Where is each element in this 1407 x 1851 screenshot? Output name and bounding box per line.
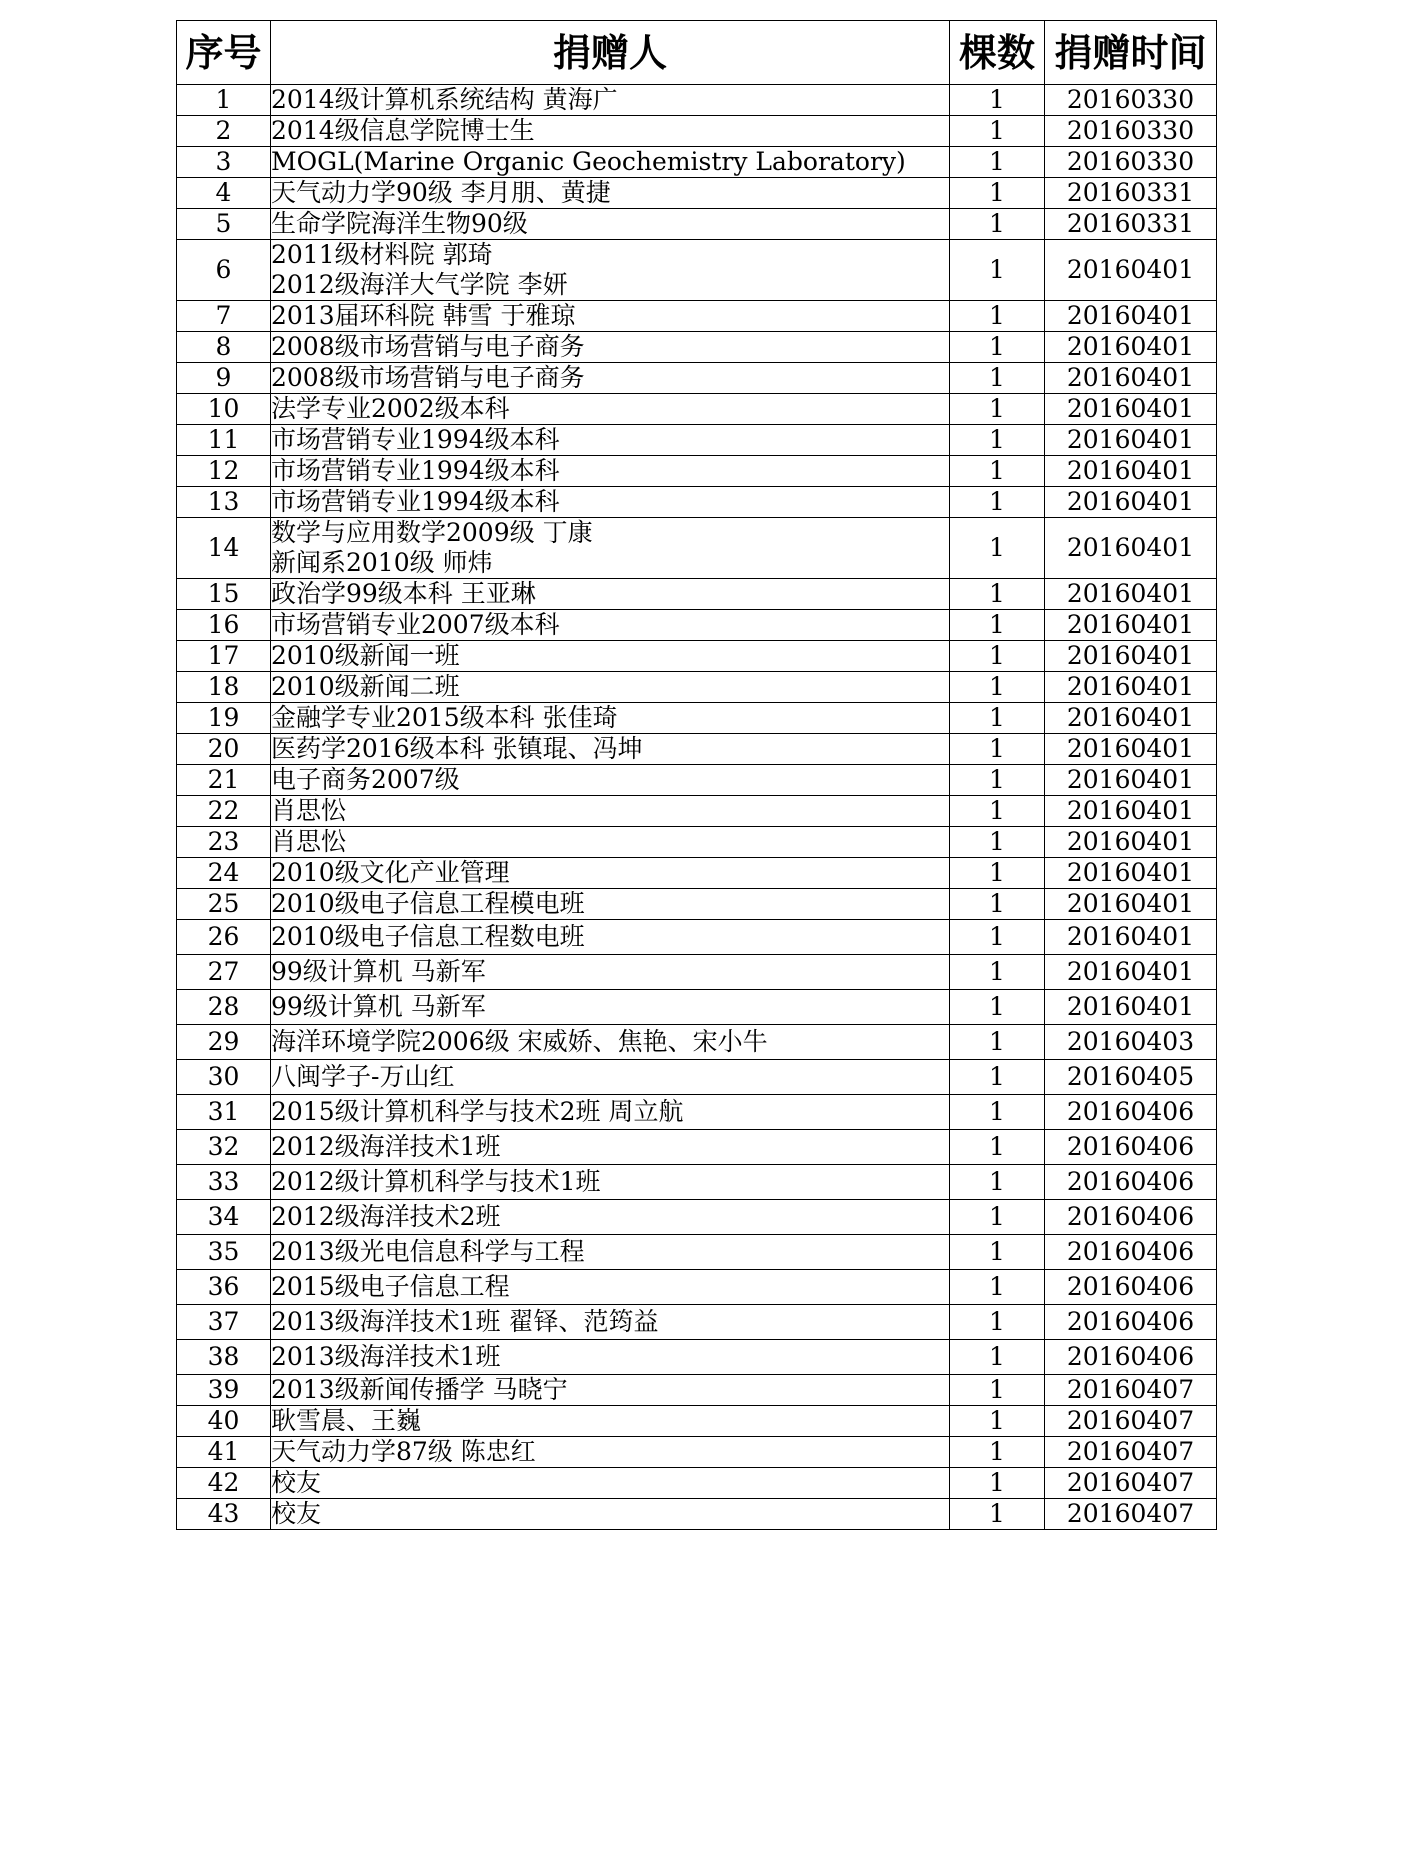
donation-date: 20160407 — [1045, 1499, 1217, 1530]
table-row — [177, 1437, 1217, 1468]
table-row — [177, 672, 1217, 703]
tree-count: 1 — [950, 301, 1045, 332]
donor-name: 新闻系2010级 师炜 — [271, 548, 493, 577]
row-number: 42 — [177, 1468, 271, 1499]
row-number: 18 — [177, 672, 271, 703]
row-number: 2 — [177, 116, 271, 147]
table-row — [177, 796, 1217, 827]
donation-date: 20160401 — [1045, 240, 1217, 301]
tree-count: 1 — [950, 858, 1045, 889]
table-row — [177, 990, 1217, 1025]
donor-name: 2013届环科院 韩雪 于雅琼 — [271, 301, 576, 330]
donation-date: 20160401 — [1045, 827, 1217, 858]
donation-date: 20160403 — [1045, 1025, 1217, 1060]
tree-count: 1 — [950, 85, 1045, 116]
donation-date: 20160401 — [1045, 858, 1217, 889]
row-number: 14 — [177, 518, 271, 579]
donor-cell — [271, 178, 950, 209]
tree-count: 1 — [950, 425, 1045, 456]
row-number: 36 — [177, 1270, 271, 1305]
tree-count: 1 — [950, 827, 1045, 858]
row-number: 41 — [177, 1437, 271, 1468]
donor-name: 市场营销专业2007级本科 — [271, 610, 560, 639]
table-row — [177, 827, 1217, 858]
tree-count: 1 — [950, 1340, 1045, 1375]
donor-cell — [271, 703, 950, 734]
row-number: 32 — [177, 1130, 271, 1165]
donor-name: 2010级电子信息工程数电班 — [271, 922, 585, 951]
row-number: 20 — [177, 734, 271, 765]
tree-count: 1 — [950, 209, 1045, 240]
row-number: 24 — [177, 858, 271, 889]
donor-name: 2015级电子信息工程 — [271, 1272, 510, 1301]
tree-count: 1 — [950, 1375, 1045, 1406]
table-row — [177, 955, 1217, 990]
donation-date: 20160401 — [1045, 610, 1217, 641]
donor-cell — [271, 1270, 950, 1305]
donor-name: 天气动力学90级 李月朋、黄捷 — [271, 178, 611, 207]
header-row — [177, 21, 1217, 85]
tree-count: 1 — [950, 920, 1045, 955]
tree-count: 1 — [950, 1130, 1045, 1165]
donation-date: 20160401 — [1045, 518, 1217, 579]
donor-cell — [271, 1375, 950, 1406]
donor-name: 2014级信息学院博士生 — [271, 116, 535, 145]
donor-cell — [271, 889, 950, 920]
table-row — [177, 1235, 1217, 1270]
header-donor: 捐赠人 — [271, 21, 950, 85]
tree-count: 1 — [950, 703, 1045, 734]
row-number: 30 — [177, 1060, 271, 1095]
row-number: 21 — [177, 765, 271, 796]
donor-cell — [271, 1235, 950, 1270]
tree-count: 1 — [950, 579, 1045, 610]
table-body — [177, 85, 1217, 1530]
donor-name: 校友 — [271, 1468, 322, 1497]
donor-cell — [271, 1406, 950, 1437]
donor-cell — [271, 1437, 950, 1468]
table-row — [177, 641, 1217, 672]
donor-cell — [271, 1165, 950, 1200]
row-number: 13 — [177, 487, 271, 518]
header-number: 序号 — [177, 21, 271, 85]
tree-count: 1 — [950, 1235, 1045, 1270]
row-number: 39 — [177, 1375, 271, 1406]
donation-date: 20160406 — [1045, 1340, 1217, 1375]
tree-count: 1 — [950, 116, 1045, 147]
donor-name: 耿雪晨、王巍 — [271, 1406, 422, 1435]
table-row — [177, 301, 1217, 332]
donor-cell — [271, 1468, 950, 1499]
table-row — [177, 147, 1217, 178]
donor-name: 2008级市场营销与电子商务 — [271, 332, 585, 361]
table-row — [177, 1130, 1217, 1165]
donor-name: 市场营销专业1994级本科 — [271, 487, 560, 516]
donation-date: 20160401 — [1045, 920, 1217, 955]
donor-name: 八闽学子-万山红 — [271, 1062, 455, 1091]
tree-count: 1 — [950, 147, 1045, 178]
row-number: 23 — [177, 827, 271, 858]
donation-date: 20160330 — [1045, 116, 1217, 147]
row-number: 4 — [177, 178, 271, 209]
tree-count: 1 — [950, 990, 1045, 1025]
table-row — [177, 240, 1217, 301]
tree-count: 1 — [950, 1437, 1045, 1468]
donation-date: 20160331 — [1045, 209, 1217, 240]
donor-cell — [271, 990, 950, 1025]
table-row — [177, 1095, 1217, 1130]
table-row — [177, 1375, 1217, 1406]
donor-name: 2012级计算机科学与技术1班 — [271, 1167, 601, 1196]
donor-name: 法学专业2002级本科 — [271, 394, 510, 423]
table-row — [177, 85, 1217, 116]
row-number: 43 — [177, 1499, 271, 1530]
donation-date: 20160401 — [1045, 734, 1217, 765]
donation-date: 20160406 — [1045, 1165, 1217, 1200]
row-number: 9 — [177, 363, 271, 394]
donor-name: 2012级海洋技术2班 — [271, 1202, 501, 1231]
donor-cell — [271, 487, 950, 518]
donor-name: MOGL(Marine Organic Geochemistry Laboratory) — [271, 147, 906, 176]
donation-date: 20160407 — [1045, 1406, 1217, 1437]
donation-date: 20160406 — [1045, 1200, 1217, 1235]
donor-name: 海洋环境学院2006级 宋威娇、焦艳、宋小牛 — [271, 1027, 768, 1056]
table-row — [177, 1305, 1217, 1340]
donor-cell — [271, 641, 950, 672]
donation-date: 20160401 — [1045, 425, 1217, 456]
table-row — [177, 920, 1217, 955]
row-number: 6 — [177, 240, 271, 301]
donor-name: 2014级计算机系统结构 黄海广 — [271, 85, 618, 114]
donor-name: 2013级光电信息科学与工程 — [271, 1237, 585, 1266]
row-number: 10 — [177, 394, 271, 425]
donor-cell — [271, 672, 950, 703]
table-row — [177, 363, 1217, 394]
donor-cell — [271, 85, 950, 116]
donor-name: 2010级新闻二班 — [271, 672, 460, 701]
header-tree-count: 棵数 — [950, 21, 1045, 85]
donation-table — [176, 20, 1217, 1530]
tree-count: 1 — [950, 240, 1045, 301]
donor-cell — [271, 1305, 950, 1340]
donor-name: 肖思忪 — [271, 796, 347, 825]
donation-date: 20160401 — [1045, 456, 1217, 487]
row-number: 22 — [177, 796, 271, 827]
tree-count: 1 — [950, 456, 1045, 487]
donor-name: 2013级海洋技术1班 翟铎、范筠益 — [271, 1307, 659, 1336]
donation-date: 20160401 — [1045, 579, 1217, 610]
donor-cell — [271, 920, 950, 955]
donor-name: 医药学2016级本科 张镇琨、冯坤 — [271, 734, 643, 763]
donor-cell — [271, 456, 950, 487]
donor-cell — [271, 858, 950, 889]
tree-count: 1 — [950, 610, 1045, 641]
row-number: 29 — [177, 1025, 271, 1060]
table-row — [177, 1340, 1217, 1375]
donation-date: 20160406 — [1045, 1130, 1217, 1165]
donor-cell — [271, 955, 950, 990]
donation-date: 20160401 — [1045, 641, 1217, 672]
table-row — [177, 703, 1217, 734]
table-row — [177, 456, 1217, 487]
donation-date: 20160401 — [1045, 363, 1217, 394]
table-row — [177, 734, 1217, 765]
donor-name: 2008级市场营销与电子商务 — [271, 363, 585, 392]
donor-cell — [271, 610, 950, 641]
donation-date: 20160407 — [1045, 1468, 1217, 1499]
donation-date: 20160330 — [1045, 147, 1217, 178]
row-number: 33 — [177, 1165, 271, 1200]
table-row — [177, 518, 1217, 579]
tree-count: 1 — [950, 178, 1045, 209]
donation-date: 20160401 — [1045, 301, 1217, 332]
donor-name: 2013级海洋技术1班 — [271, 1342, 501, 1371]
donation-date: 20160401 — [1045, 955, 1217, 990]
donor-name: 99级计算机 马新军 — [271, 992, 486, 1021]
tree-count: 1 — [950, 1200, 1045, 1235]
donation-date: 20160401 — [1045, 765, 1217, 796]
donor-name: 电子商务2007级 — [271, 765, 460, 794]
table-row — [177, 1270, 1217, 1305]
row-number: 28 — [177, 990, 271, 1025]
donor-cell — [271, 1340, 950, 1375]
donor-cell — [271, 796, 950, 827]
row-number: 15 — [177, 579, 271, 610]
donor-name: 2011级材料院 郭琦 — [271, 240, 493, 269]
donation-date: 20160407 — [1045, 1437, 1217, 1468]
row-number: 31 — [177, 1095, 271, 1130]
donor-cell — [271, 147, 950, 178]
donation-date: 20160407 — [1045, 1375, 1217, 1406]
table-row — [177, 889, 1217, 920]
table-row — [177, 425, 1217, 456]
tree-count: 1 — [950, 487, 1045, 518]
donor-cell — [271, 518, 950, 579]
tree-count: 1 — [950, 1270, 1045, 1305]
row-number: 38 — [177, 1340, 271, 1375]
row-number: 16 — [177, 610, 271, 641]
tree-count: 1 — [950, 1095, 1045, 1130]
donation-date: 20160405 — [1045, 1060, 1217, 1095]
table-row — [177, 1406, 1217, 1437]
donor-cell — [271, 301, 950, 332]
table-row — [177, 610, 1217, 641]
row-number: 11 — [177, 425, 271, 456]
donor-cell — [271, 332, 950, 363]
donor-cell — [271, 1130, 950, 1165]
row-number: 19 — [177, 703, 271, 734]
tree-count: 1 — [950, 641, 1045, 672]
donation-date: 20160406 — [1045, 1270, 1217, 1305]
row-number: 27 — [177, 955, 271, 990]
donation-date: 20160401 — [1045, 332, 1217, 363]
donor-name: 政治学99级本科 王亚琳 — [271, 579, 536, 608]
donor-cell — [271, 394, 950, 425]
donor-cell — [271, 209, 950, 240]
donor-name: 校友 — [271, 1499, 322, 1528]
tree-count: 1 — [950, 672, 1045, 703]
table-row — [177, 1200, 1217, 1235]
table-row — [177, 579, 1217, 610]
row-number: 40 — [177, 1406, 271, 1437]
row-number: 17 — [177, 641, 271, 672]
row-number: 34 — [177, 1200, 271, 1235]
donor-cell — [271, 116, 950, 147]
tree-count: 1 — [950, 1406, 1045, 1437]
tree-count: 1 — [950, 332, 1045, 363]
tree-count: 1 — [950, 1305, 1045, 1340]
donor-cell — [271, 579, 950, 610]
table-row — [177, 487, 1217, 518]
donation-date: 20160401 — [1045, 990, 1217, 1025]
table-row — [177, 1165, 1217, 1200]
donor-cell — [271, 765, 950, 796]
donor-cell — [271, 1095, 950, 1130]
donor-cell — [271, 1200, 950, 1235]
donor-cell — [271, 1060, 950, 1095]
table-row — [177, 178, 1217, 209]
donor-name: 2012级海洋技术1班 — [271, 1132, 501, 1161]
donor-cell — [271, 363, 950, 394]
tree-count: 1 — [950, 1025, 1045, 1060]
donor-name: 金融学专业2015级本科 张佳琦 — [271, 703, 618, 732]
table-row — [177, 1025, 1217, 1060]
tree-count: 1 — [950, 363, 1045, 394]
donor-name: 2010级新闻一班 — [271, 641, 460, 670]
tree-count: 1 — [950, 1499, 1045, 1530]
donor-name: 市场营销专业1994级本科 — [271, 425, 560, 454]
donor-cell — [271, 240, 950, 301]
table-row — [177, 209, 1217, 240]
row-number: 7 — [177, 301, 271, 332]
donor-name: 数学与应用数学2009级 丁康 — [271, 518, 593, 547]
donor-name: 生命学院海洋生物90级 — [271, 209, 528, 238]
donation-date: 20160331 — [1045, 178, 1217, 209]
donation-date: 20160401 — [1045, 796, 1217, 827]
donor-cell — [271, 425, 950, 456]
tree-count: 1 — [950, 889, 1045, 920]
row-number: 3 — [177, 147, 271, 178]
tree-count: 1 — [950, 518, 1045, 579]
donor-cell — [271, 734, 950, 765]
row-number: 26 — [177, 920, 271, 955]
donation-date: 20160406 — [1045, 1305, 1217, 1340]
donation-date: 20160401 — [1045, 889, 1217, 920]
donor-name: 肖思忪 — [271, 827, 347, 856]
tree-count: 1 — [950, 1468, 1045, 1499]
table-row — [177, 765, 1217, 796]
row-number: 12 — [177, 456, 271, 487]
donation-date: 20160401 — [1045, 394, 1217, 425]
table-row — [177, 332, 1217, 363]
donor-name: 天气动力学87级 陈忠红 — [271, 1437, 536, 1466]
tree-count: 1 — [950, 765, 1045, 796]
donor-name: 2015级计算机科学与技术2班 周立航 — [271, 1097, 684, 1126]
header-donation-date: 捐赠时间 — [1045, 21, 1217, 85]
donation-date: 20160401 — [1045, 703, 1217, 734]
table-row — [177, 1499, 1217, 1530]
donor-name: 2012级海洋大气学院 李妍 — [271, 270, 568, 299]
row-number: 1 — [177, 85, 271, 116]
tree-count: 1 — [950, 394, 1045, 425]
tree-count: 1 — [950, 1165, 1045, 1200]
donation-date: 20160401 — [1045, 672, 1217, 703]
tree-count: 1 — [950, 734, 1045, 765]
tree-count: 1 — [950, 1060, 1045, 1095]
donation-date: 20160406 — [1045, 1095, 1217, 1130]
table-row — [177, 394, 1217, 425]
donation-date: 20160330 — [1045, 85, 1217, 116]
donor-name: 99级计算机 马新军 — [271, 957, 486, 986]
row-number: 8 — [177, 332, 271, 363]
table-row — [177, 116, 1217, 147]
row-number: 37 — [177, 1305, 271, 1340]
donor-name: 2010级文化产业管理 — [271, 858, 510, 887]
donor-cell — [271, 1025, 950, 1060]
tree-count: 1 — [950, 796, 1045, 827]
donor-name: 2010级电子信息工程模电班 — [271, 889, 585, 918]
donor-name: 市场营销专业1994级本科 — [271, 456, 560, 485]
row-number: 25 — [177, 889, 271, 920]
table-row — [177, 1468, 1217, 1499]
row-number: 5 — [177, 209, 271, 240]
row-number: 35 — [177, 1235, 271, 1270]
donation-date: 20160401 — [1045, 487, 1217, 518]
donation-date: 20160406 — [1045, 1235, 1217, 1270]
table-row — [177, 858, 1217, 889]
table-row — [177, 1060, 1217, 1095]
tree-count: 1 — [950, 955, 1045, 990]
donor-cell — [271, 1499, 950, 1530]
donor-name: 2013级新闻传播学 马晓宁 — [271, 1375, 568, 1404]
donor-cell — [271, 827, 950, 858]
